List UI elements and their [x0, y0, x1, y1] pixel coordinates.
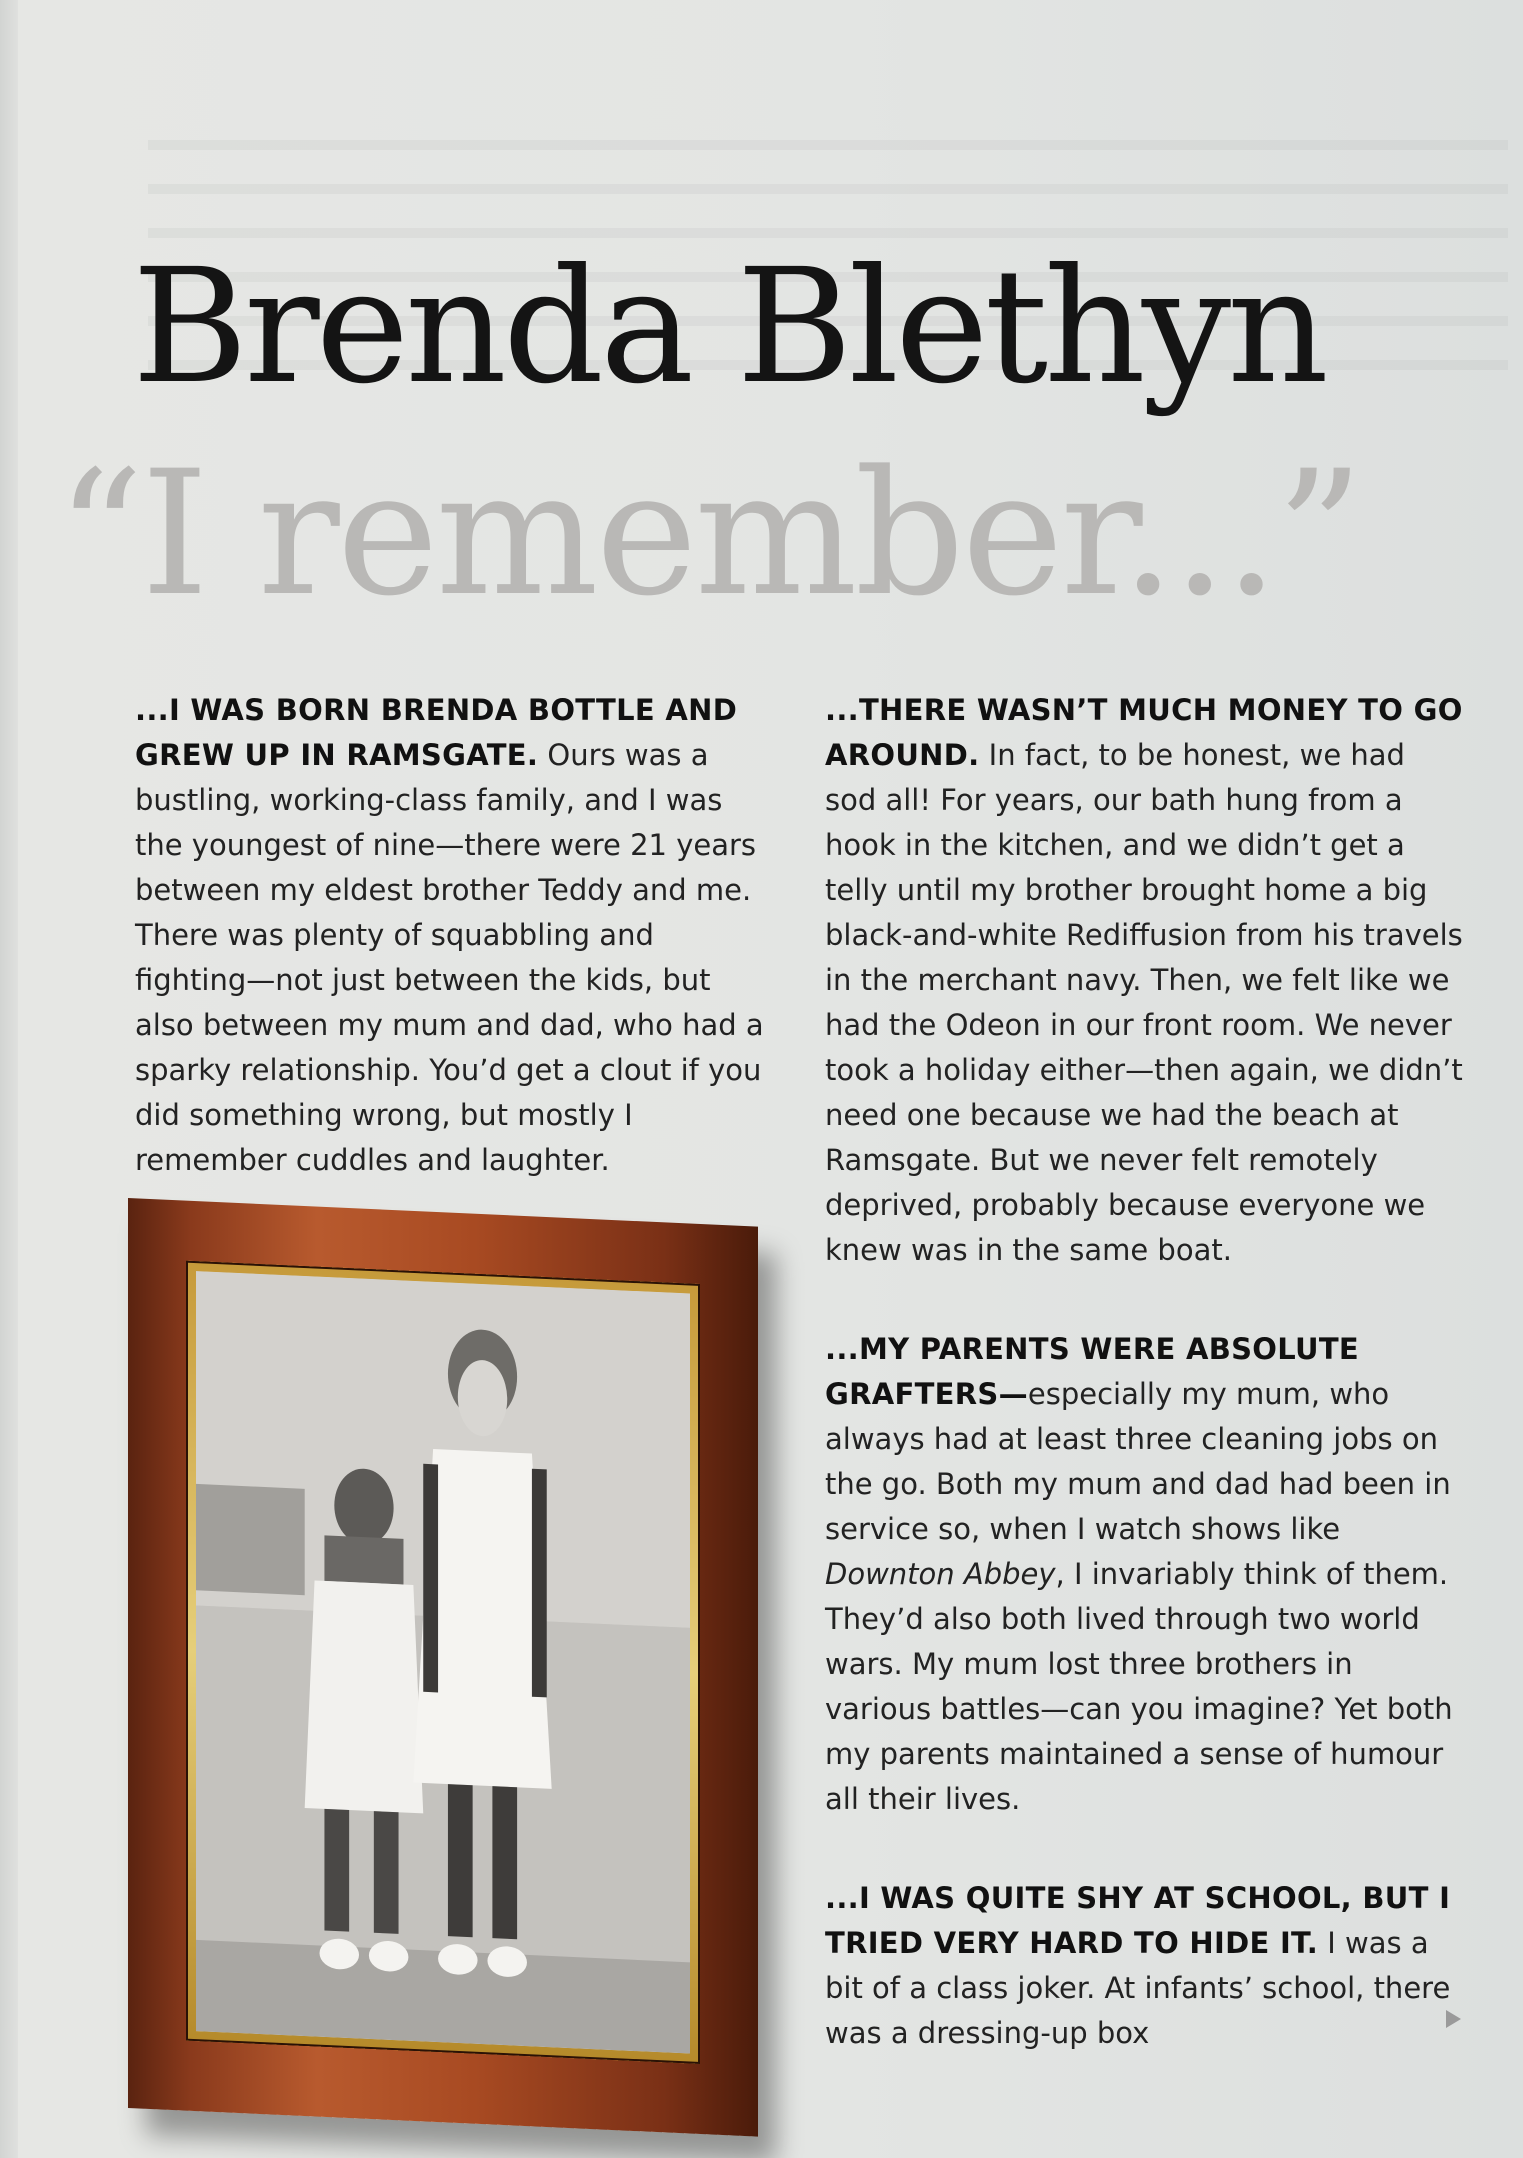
article-title: Brenda Blethyn [132, 235, 1325, 419]
article-subtitle: “I remember...” [56, 433, 1361, 634]
paragraph-money [825, 688, 1465, 1273]
paragraph-school [825, 1876, 1465, 2056]
picture-frame [128, 1198, 758, 2137]
left-column [135, 688, 765, 1237]
paragraph-body: Ours was a bustling, working-class family, and I was the youngest of nine—there were 21 years between my eldest brother Teddy and me. There was plenty of squabbling and fighting—not just between the kids, but also between my mum and dad, who had a sparky relationship. You’d get a clout if you did something wrong, but mostly I remember cuddles and laughter. [135, 738, 764, 1177]
paragraph-grafters [825, 1327, 1465, 1822]
children-illustration [196, 1271, 690, 2053]
paragraph-body: I was a bit of a class joker. At infants’ school, there was a dressing-up box [825, 1926, 1451, 2050]
paragraph-lead: ...I WAS BORN BRENDA BOTTLE AND GREW UP IN RAMSGATE. [135, 693, 738, 772]
paragraph-body-end: , I invariably think of them. They’d also both lived through two world wars. My mum lost three brothers in various battles—can you imagine? Yet both my parents maintained a sense of humour all their lives. [825, 1557, 1453, 1816]
page-spine [0, 0, 18, 2158]
right-column [825, 688, 1465, 2110]
childhood-photo [196, 1271, 690, 2053]
paragraph-lead: ...THERE WASN’T MUCH MONEY TO GO AROUND. [825, 693, 1463, 772]
show-title: Downton Abbey [825, 1557, 1056, 1591]
paragraph-body: especially my mum, who always had at least three cleaning jobs on the go. Both my mum and dad had been in service so, when I watch shows like [825, 1377, 1451, 1546]
paragraph-body: In fact, to be honest, we had sod all! For years, our bath hung from a hook in the kitchen, and we didn’t get a telly until my brother brought home a big black-and-white Rediffusion from his travels in the merchant navy. Then, we felt like we had the Odeon in our front room. We never took a holiday either—then again, we didn’t need one because we had the beach at Ramsgate. But we never felt remotely deprived, probably because everyone we knew was in the same boat. [825, 738, 1463, 1267]
paragraph-lead: ...MY PARENTS WERE ABSOLUTE GRAFTERS— [825, 1332, 1360, 1411]
next-page-arrow-icon [1446, 2010, 1461, 2028]
paragraph-lead: ...I WAS QUITE SHY AT SCHOOL, BUT I TRIED VERY HARD TO HIDE IT. [825, 1881, 1451, 1960]
frame-gold-mat [186, 1261, 700, 2064]
paragraph-born-ramsgate [135, 688, 765, 1183]
